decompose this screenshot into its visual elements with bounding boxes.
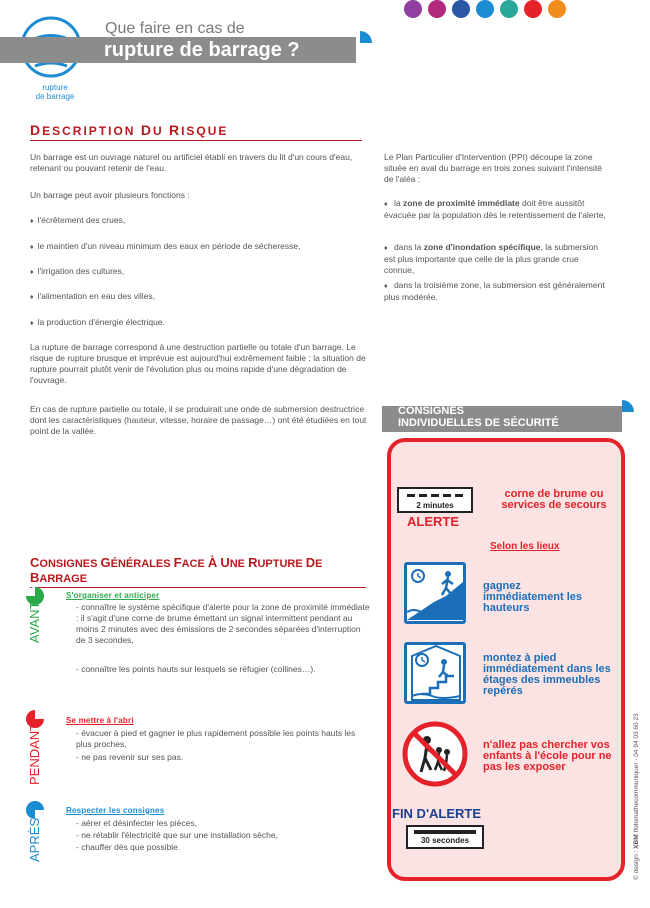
design-credit: [633, 713, 640, 880]
apres-title: Respecter les consignes: [66, 806, 165, 815]
zone-item: [384, 280, 610, 303]
consignes-heading-line1: CONSIGNES: [398, 405, 465, 417]
zone-post: doit être aussitôt évacuée par la population dès le retentissement de l'alerte,: [384, 198, 606, 220]
function-item: ♦ le maintien d'un niveau minimum des eaux en période de sécheresse,: [30, 241, 301, 253]
dam-definition: Un barrage est un ouvrage naturel ou artificiel établi en travers du lit d'un cours d'eau, retenant ou pouvant retenir de l'eau.: [30, 152, 353, 173]
climb-hills-pictogram: [404, 562, 466, 624]
dot-5: [500, 0, 518, 18]
avant-item: - connaître les points hauts sur lesquels se réfugier (collines…).: [76, 664, 316, 674]
function-item: ♦ l'écrêtement des crues,: [30, 215, 125, 227]
zone-pre: dans la: [393, 242, 424, 252]
credit-brand: XBM: [633, 834, 640, 849]
zone-post: , la submersion est plus importante que celle de la plus grande crue connue,: [384, 242, 599, 275]
description-heading: [30, 122, 362, 141]
pendant-item: - ne pas revenir sur ses pas.: [76, 752, 184, 762]
dot-2: [428, 0, 446, 18]
corner-mark-icon: [622, 400, 634, 412]
zone-pre: la: [393, 198, 403, 208]
credit-rest: Ifotomathecommuniquer · 04 94 03 60 23: [633, 713, 640, 835]
consignes-heading-line2: INDIVIDUELLES DE SÉCURITÉ: [398, 417, 559, 429]
rupture-paragraph: La rupture de barrage correspond à une destruction partielle ou totale d'un barrage. Le risque de rupture brusque et imprévue est aujourd'hui extrêmement faible ; la situation de rupture pourrait plutôt venir de l'évolution plus ou moins rapide d'une dégradation de l'ouvrage.: [30, 342, 366, 385]
header-subtitle: Que faire en cas de: [105, 20, 245, 37]
general-heading-text: CONSIGNES GÉNÉRALES FACE À UNE RUPTURE DE BARRAGE: [30, 555, 323, 585]
dot-6: [524, 0, 542, 18]
end-duration: 30 secondes: [420, 836, 470, 845]
end-signal-box: [406, 825, 484, 849]
avant-title: S'organiser et anticiper: [66, 591, 160, 600]
function-item: ♦ l'irrigation des cultures,: [30, 266, 124, 278]
avant-label: AVANT: [27, 601, 42, 643]
action-heights: gagnez immédiatement les hauteurs: [483, 580, 583, 614]
upstairs-icon: [404, 642, 466, 704]
climb-hills-icon: [404, 562, 466, 624]
avant-item: - connaître le système spécifique d'alerte pour la zone de proximité immédiate : il s'agit d'une corne de brume émettant un signal intermittent pendant au moins 2 minutes avec des émissions de 2 secondes séparées d'interruption de 3 secondes,: [76, 602, 370, 645]
apres-item: - chauffer dès que possible.: [76, 842, 181, 852]
zone-item: [384, 198, 610, 221]
general-heading: [30, 555, 366, 588]
alert-text: corne de brume ou services de secours: [501, 488, 607, 511]
end-signal-bar: [414, 830, 476, 834]
action-upstairs: montez à pied immédiatement dans les étages des immeubles repérés: [483, 652, 611, 697]
dot-4: [476, 0, 494, 18]
alert-signal-box: [397, 487, 473, 513]
signal-duration: 2 minutes: [416, 501, 454, 510]
dot-7: [548, 0, 566, 18]
pendant-title: Se mettre à l'abri: [66, 716, 134, 725]
zone-bold: zone de proximité immédiate: [402, 198, 520, 208]
no-children-pickup-icon: [401, 720, 469, 788]
dam-functions-intro: Un barrage peut avoir plusieurs fonctions :: [30, 190, 190, 200]
apres-item: - ne rétablir l'électricité que sur une installation sèche,: [76, 830, 278, 840]
function-item: ♦ l'alimentation en eau des villes,: [30, 291, 155, 303]
dot-3: [452, 0, 470, 18]
pendant-label: PENDANT: [27, 722, 42, 785]
end-alert-label: FIN D'ALERTE: [392, 806, 482, 821]
color-dots: [404, 0, 566, 18]
zone-item: [384, 242, 610, 276]
selon-lieux: Selon les lieux: [490, 541, 560, 552]
apres-item: - aérer et désinfecter les pièces,: [76, 818, 197, 828]
action-children: n'allez pas chercher vos enfants à l'école pour ne pas les exposer: [483, 739, 612, 773]
submersion-paragraph: En cas de rupture partielle ou totale, il se produirait une onde de submersion destructrice dont les caractéristiques (hauteur, vitesse, horaire de passage…) ont été étudiées en tout point de la vallée.: [30, 404, 367, 436]
consignes-heading: [398, 405, 559, 429]
logo-label: rupture de barrage: [35, 83, 75, 101]
ppi-intro: Le Plan Particulier d'Intervention (PPI) découpe la zone située en aval du barrage en trois zones suivant l'intensité de l'aléa :: [384, 152, 603, 184]
apres-label: APRÈS: [27, 817, 42, 862]
alert-label: ALERTE: [407, 514, 459, 529]
zone-pre: dans la troisième zone, la submersion est généralement plus modérée.: [384, 280, 605, 302]
corner-mark-icon: [360, 31, 372, 43]
dot-1: [404, 0, 422, 18]
credit-prefix: © design :: [633, 848, 640, 880]
description-heading-text: DESCRIPTION DU RISQUE: [30, 122, 229, 138]
function-item: ♦ la production d'énergie électrique.: [30, 317, 165, 329]
page-title: rupture de barrage ?: [104, 39, 300, 61]
upstairs-pictogram: [404, 642, 466, 704]
pendant-item: - évacuer à pied et gagner le plus rapidement possible les points hauts les plus proches,: [76, 728, 356, 749]
zone-bold: zone d'inondation spécifique: [423, 242, 541, 252]
